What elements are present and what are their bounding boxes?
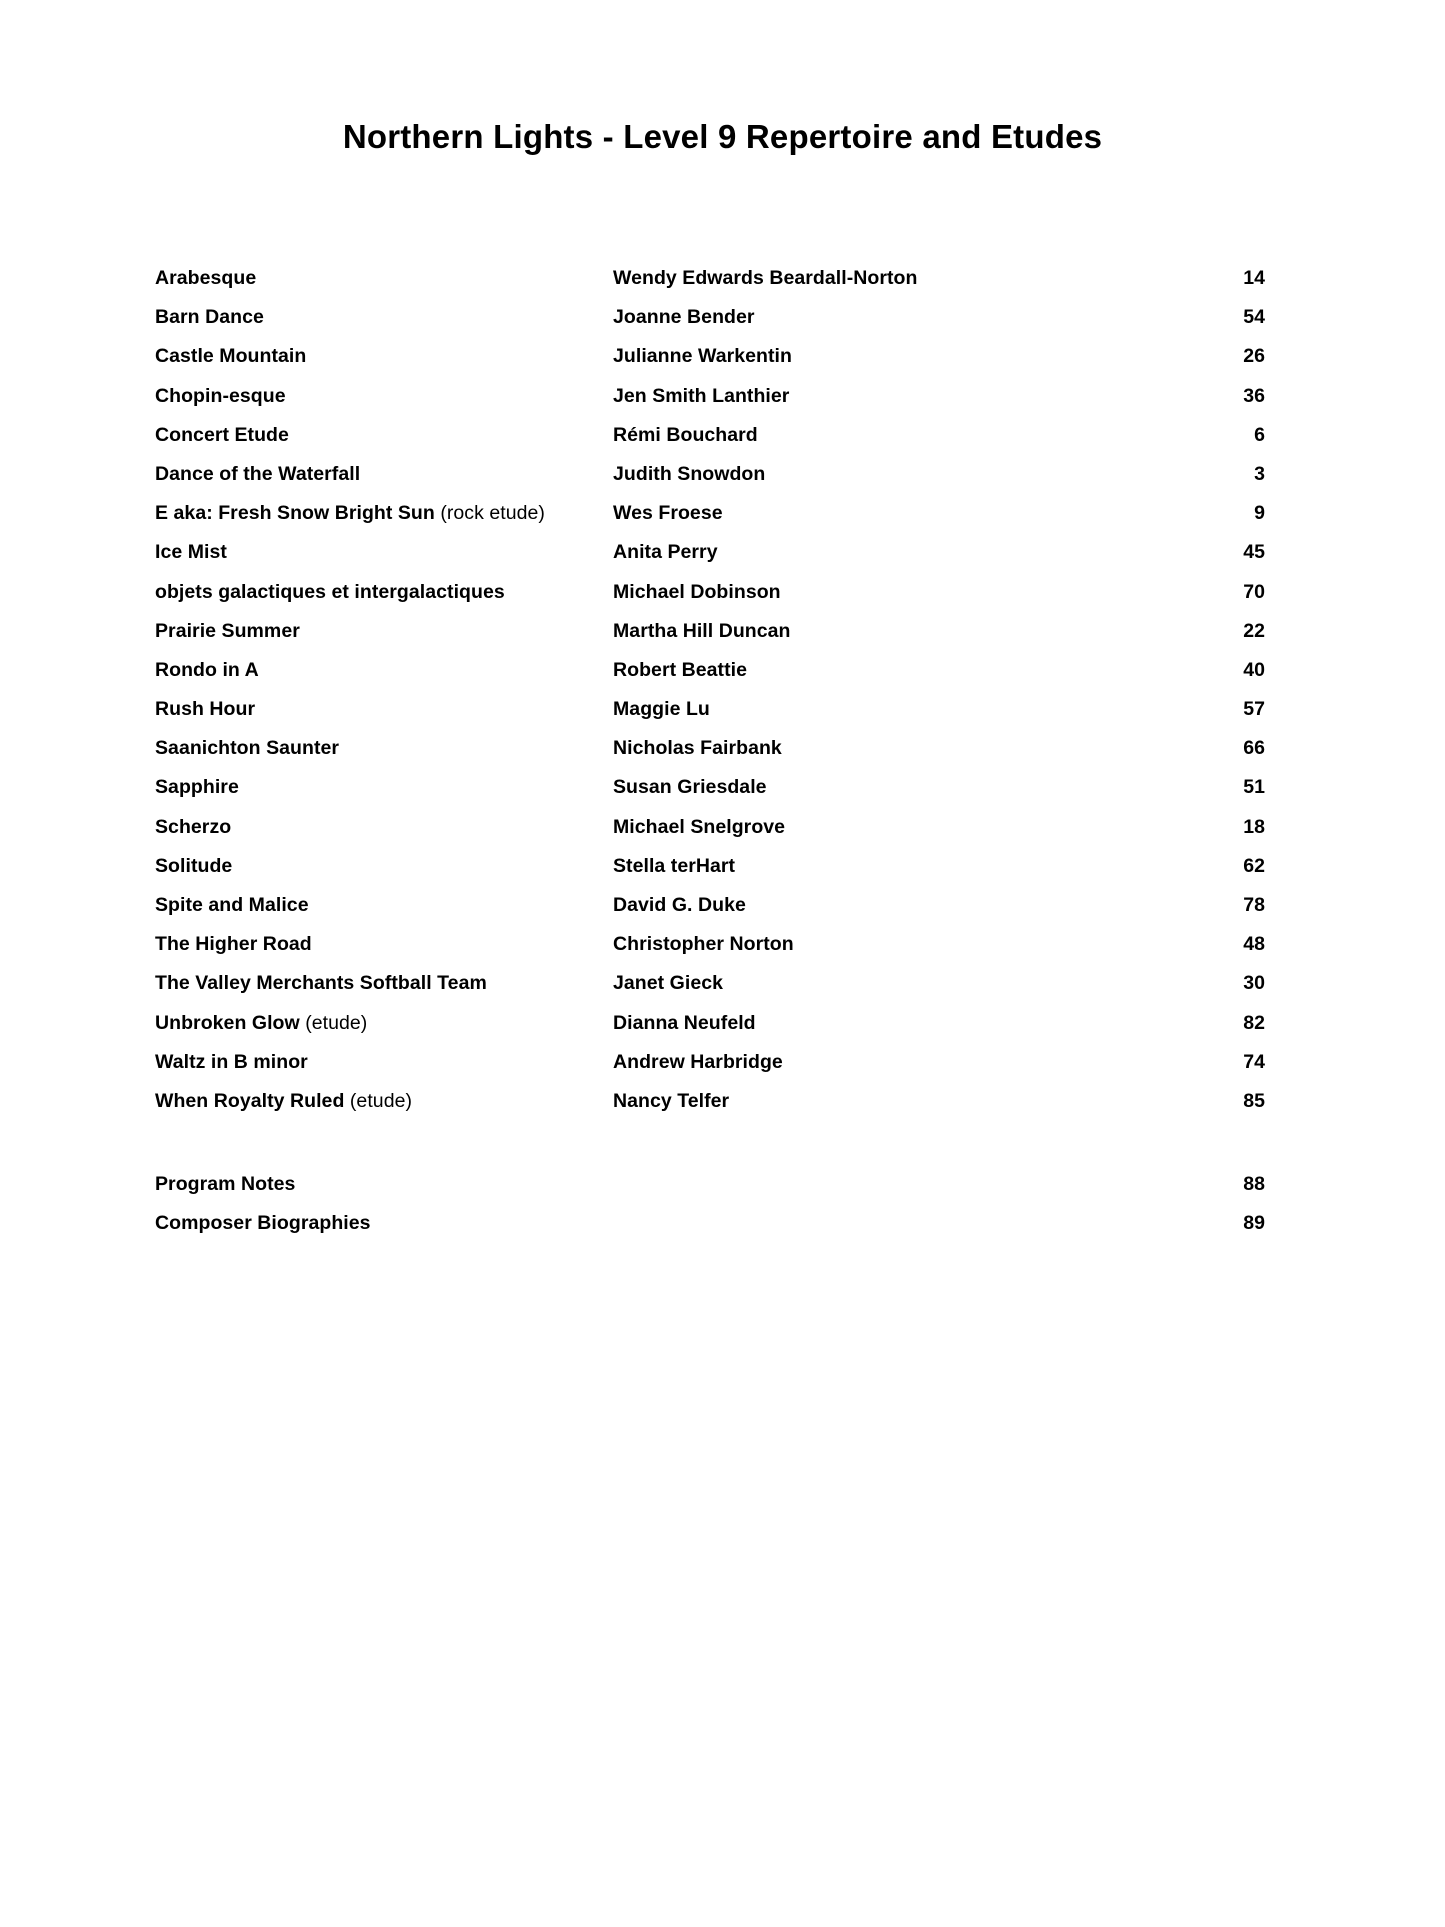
toc-entry-page-number: 82: [1243, 1011, 1265, 1034]
toc-row[interactable]: [155, 698, 1265, 737]
toc-row[interactable]: [155, 1012, 1265, 1051]
table-of-contents-back-matter: [155, 1173, 1265, 1251]
toc-entry-title-text: Program Notes: [155, 1173, 296, 1195]
toc-entry-title-text: Dance of the Waterfall: [155, 462, 361, 485]
toc-entry-page-number: 66: [1243, 737, 1265, 760]
toc-entry-title-text: Waltz in B minor: [155, 1050, 308, 1073]
toc-entry-title-text: Unbroken Glow: [155, 1011, 300, 1034]
toc-row[interactable]: [155, 345, 1265, 384]
toc-entry-title-text: Sapphire: [155, 776, 239, 799]
toc-entry-page-number: 6: [1254, 423, 1265, 446]
toc-entry-composer: Martha Hill Duncan: [613, 619, 791, 642]
toc-entry-title: [155, 737, 613, 760]
toc-entry-title: [155, 1012, 613, 1035]
toc-entry-composer: Maggie Lu: [613, 698, 710, 721]
toc-row[interactable]: [155, 1051, 1265, 1090]
toc-entry-title: [155, 620, 613, 643]
toc-entry-composer: Robert Beattie: [613, 658, 747, 681]
toc-entry-title: [155, 306, 613, 329]
toc-row[interactable]: [155, 737, 1265, 776]
toc-entry-title-text: Barn Dance: [155, 306, 264, 329]
toc-entry-title: [155, 581, 613, 604]
toc-entry-title-text: Scherzo: [155, 815, 232, 838]
toc-entry-title-text: Prairie Summer: [155, 619, 300, 642]
toc-entry-composer: David G. Duke: [613, 894, 746, 916]
toc-entry-title: [155, 1212, 613, 1235]
toc-row[interactable]: [155, 659, 1265, 698]
toc-entry-title: [155, 1173, 613, 1196]
toc-entry-composer: Nancy Telfer: [613, 1089, 730, 1112]
toc-entry-title: [155, 894, 613, 917]
toc-entry-composer: Michael Snelgrove: [613, 815, 786, 838]
toc-entry-composer: Michael Dobinson: [613, 580, 781, 603]
toc-row[interactable]: [155, 385, 1265, 424]
toc-entry-title-text: The Valley Merchants Softball Team: [155, 972, 487, 995]
toc-row[interactable]: [155, 424, 1265, 463]
toc-entry-composer: Dianna Neufeld: [613, 1011, 756, 1034]
toc-entry-title: [155, 267, 613, 290]
toc-entry-title: [155, 933, 613, 956]
toc-entry-title: [155, 385, 613, 408]
toc-row[interactable]: [155, 1212, 1265, 1251]
toc-entry-page-number: 85: [1243, 1089, 1265, 1112]
toc-entry-title: [155, 502, 613, 525]
toc-entry-page-number: 78: [1243, 894, 1265, 916]
toc-entry-title-text: Rondo in A: [155, 658, 259, 681]
toc-entry-title-text: Spite and Malice: [155, 894, 309, 916]
toc-entry-page-number: 14: [1243, 267, 1265, 289]
toc-row[interactable]: [155, 776, 1265, 815]
toc-entry-title-text: The Higher Road: [155, 933, 312, 956]
toc-entry-title: [155, 659, 613, 682]
toc-entry-title-text: Arabesque: [155, 267, 257, 289]
toc-entry-page-number: 48: [1243, 933, 1265, 956]
toc-entry-title: [155, 776, 613, 799]
toc-entry-qualifier: (rock etude): [440, 502, 545, 525]
toc-row[interactable]: [155, 894, 1265, 933]
page-title: Northern Lights - Level 9 Repertoire and Etudes: [342, 118, 1103, 156]
toc-row[interactable]: [155, 267, 1265, 306]
toc-row[interactable]: [155, 463, 1265, 502]
toc-entry-title: [155, 816, 613, 839]
toc-entry-title: [155, 855, 613, 878]
toc-row[interactable]: [155, 1090, 1265, 1129]
toc-row[interactable]: [155, 581, 1265, 620]
toc-entry-composer: Christopher Norton: [613, 933, 794, 956]
toc-entry-composer: Wes Froese: [613, 502, 723, 525]
toc-row[interactable]: [155, 1173, 1265, 1212]
toc-row[interactable]: [155, 972, 1265, 1011]
toc-entry-page-number: 26: [1243, 345, 1265, 368]
toc-entry-page-number: 22: [1243, 619, 1265, 642]
toc-entry-composer: Susan Griesdale: [613, 776, 767, 799]
toc-entry-composer: Nicholas Fairbank: [613, 737, 782, 760]
toc-entry-page-number: 88: [1243, 1173, 1265, 1195]
toc-entry-composer: Wendy Edwards Beardall-Norton: [613, 267, 918, 289]
toc-entry-title-text: Solitude: [155, 854, 233, 877]
toc-entry-composer: Julianne Warkentin: [613, 345, 792, 368]
toc-entry-title: [155, 1051, 613, 1074]
toc-entry-composer: Judith Snowdon: [613, 462, 766, 485]
toc-row[interactable]: [155, 620, 1265, 659]
toc-entry-composer: Stella terHart: [613, 854, 736, 877]
toc-entry-page-number: 74: [1243, 1050, 1265, 1073]
toc-entry-composer: Jen Smith Lanthier: [613, 384, 790, 407]
toc-entry-page-number: 89: [1243, 1212, 1265, 1235]
toc-entry-page-number: 70: [1243, 580, 1265, 603]
toc-entry-title-text: Chopin-esque: [155, 384, 286, 407]
toc-entry-composer: Janet Gieck: [613, 972, 724, 995]
toc-entry-title-text: Concert Etude: [155, 423, 289, 446]
toc-entry-title-text: Saanichton Saunter: [155, 737, 340, 760]
toc-entry-composer: Rémi Bouchard: [613, 423, 758, 446]
toc-row[interactable]: [155, 933, 1265, 972]
toc-entry-qualifier: (etude): [305, 1011, 368, 1034]
toc-entry-title: [155, 698, 613, 721]
toc-entry-page-number: 51: [1243, 776, 1265, 799]
toc-entry-title-text: Castle Mountain: [155, 345, 307, 368]
toc-entry-composer: Anita Perry: [613, 541, 718, 564]
toc-row[interactable]: [155, 816, 1265, 855]
toc-row[interactable]: [155, 502, 1265, 541]
toc-entry-page-number: 57: [1243, 698, 1265, 721]
toc-entry-page-number: 30: [1243, 972, 1265, 995]
toc-entry-title: [155, 972, 613, 995]
toc-entry-title-text: objets galactiques et intergalactiques: [155, 580, 505, 603]
toc-entry-title-text: E aka: Fresh Snow Bright Sun: [155, 502, 435, 525]
toc-entry-page-number: 45: [1243, 541, 1265, 564]
toc-entry-title: [155, 463, 613, 486]
toc-entry-title-text: Composer Biographies: [155, 1212, 371, 1235]
toc-entry-title: [155, 541, 613, 564]
toc-entry-title-text: Ice Mist: [155, 541, 227, 564]
toc-entry-title: [155, 1090, 613, 1113]
toc-row[interactable]: [155, 541, 1265, 580]
toc-entry-page-number: 62: [1243, 854, 1265, 877]
toc-entry-page-number: 54: [1243, 306, 1265, 329]
toc-row[interactable]: [155, 855, 1265, 894]
toc-entry-composer: Andrew Harbridge: [613, 1050, 783, 1073]
table-of-contents: [155, 267, 1265, 1129]
toc-entry-page-number: 3: [1254, 462, 1265, 485]
toc-entry-title-text: Rush Hour: [155, 698, 256, 721]
toc-row[interactable]: [155, 306, 1265, 345]
toc-entry-title-text: When Royalty Ruled: [155, 1089, 345, 1112]
toc-entry-page-number: 40: [1243, 658, 1265, 681]
toc-entry-title: [155, 345, 613, 368]
toc-entry-qualifier: (etude): [349, 1089, 413, 1112]
toc-entry-page-number: 36: [1243, 384, 1265, 407]
toc-entry-composer: Joanne Bender: [613, 306, 755, 329]
toc-entry-page-number: 9: [1254, 502, 1265, 525]
toc-entry-page-number: 18: [1243, 815, 1265, 838]
toc-entry-title: [155, 424, 613, 447]
